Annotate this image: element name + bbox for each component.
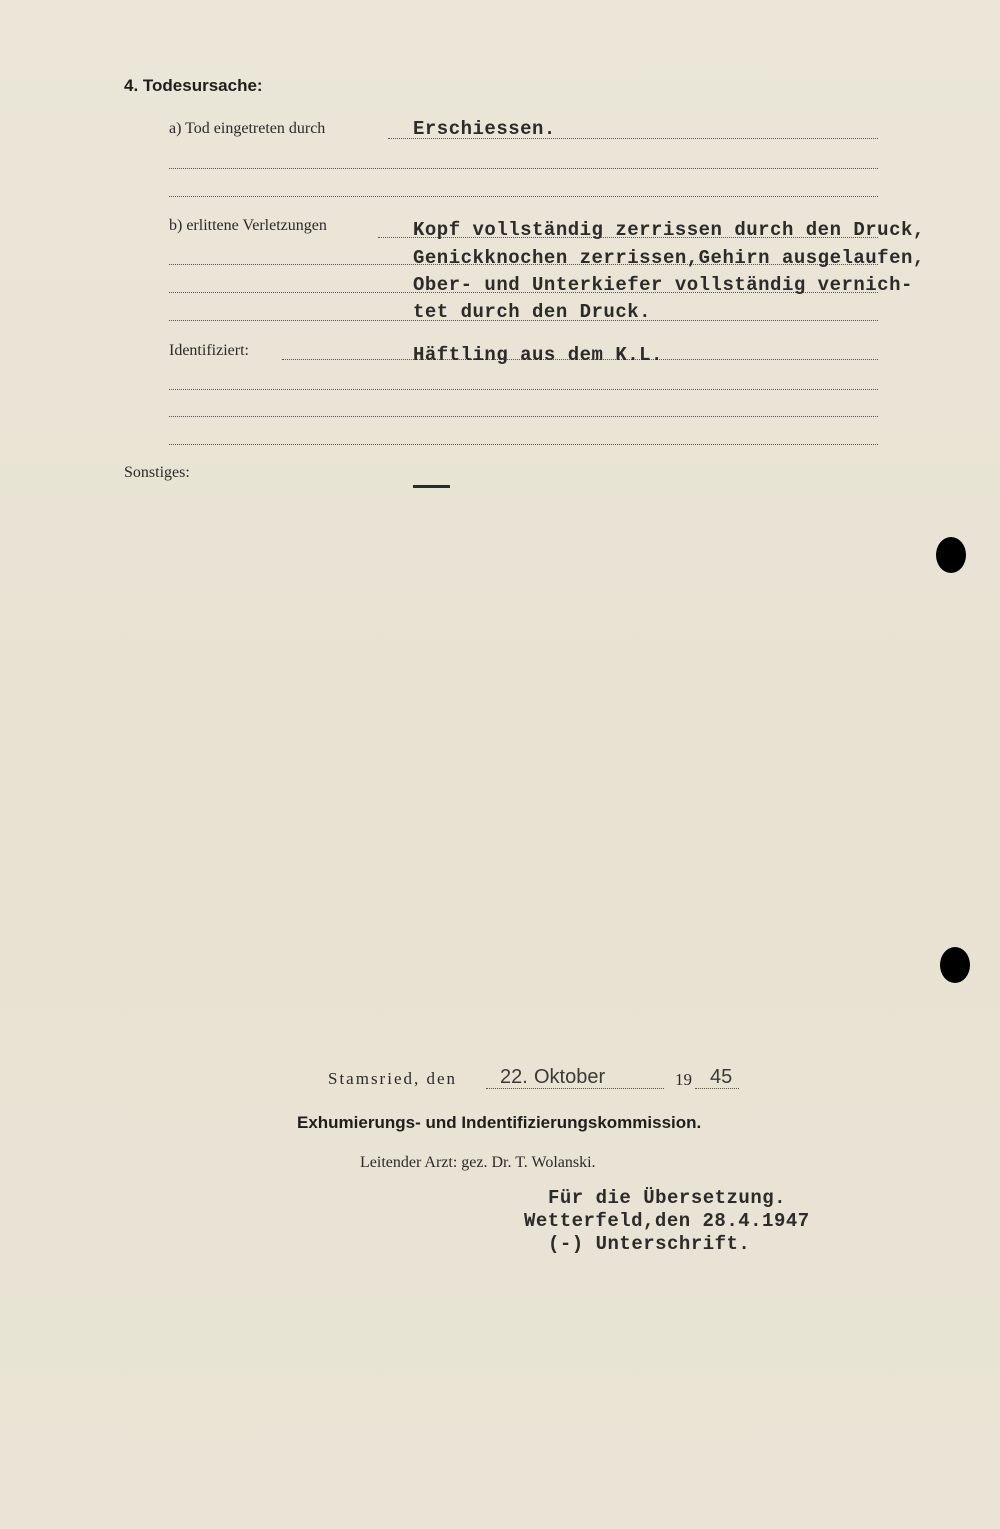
translation-line-1: Für die Übersetzung. <box>548 1187 787 1209</box>
dateline-month: Oktober <box>534 1066 606 1088</box>
punch-hole <box>936 537 966 573</box>
other-value-dash <box>413 485 450 488</box>
identified-value: Häftling aus dem K.L. <box>413 344 663 366</box>
injuries-line-4: tet durch den Druck. <box>413 301 652 323</box>
dateline-year-prefix: 19 <box>675 1070 692 1089</box>
blank-line <box>169 416 878 417</box>
dateline-place: Stamsried, den <box>328 1069 458 1088</box>
dateline-day: 22. <box>500 1066 528 1088</box>
identified-label: Identifiziert: <box>169 342 249 359</box>
cause-label: a) Tod eingetreten durch <box>169 120 326 137</box>
translation-line-3: (-) Unterschrift. <box>548 1233 751 1255</box>
blank-line <box>169 168 878 169</box>
injuries-label: b) erlittene Verletzungen <box>169 217 327 234</box>
cause-value: Erschiessen. <box>413 118 556 140</box>
dateline-year-suffix: 45 <box>710 1066 733 1088</box>
translation-line-2: Wetterfeld,den 28.4.1947 <box>524 1210 810 1232</box>
other-label: Sonstiges: <box>124 464 190 481</box>
physician-line: Leitender Arzt: gez. Dr. T. Wolanski. <box>360 1154 596 1171</box>
section-title: 4. Todesursache: <box>124 76 263 95</box>
blank-line <box>169 196 878 197</box>
injuries-line-1: Kopf vollständig zerrissen durch den Druck, <box>413 219 925 241</box>
blank-line <box>169 389 878 390</box>
blank-line <box>169 444 878 445</box>
injuries-line-3: Ober- und Unterkiefer vollständig vernich- <box>413 274 913 296</box>
commission-title: Exhumierungs- und Indentifizierungskommission. <box>297 1113 702 1132</box>
injuries-line-2: Genickknochen zerrissen,Gehirn ausgelaufen, <box>413 247 925 269</box>
punch-hole <box>940 947 970 983</box>
